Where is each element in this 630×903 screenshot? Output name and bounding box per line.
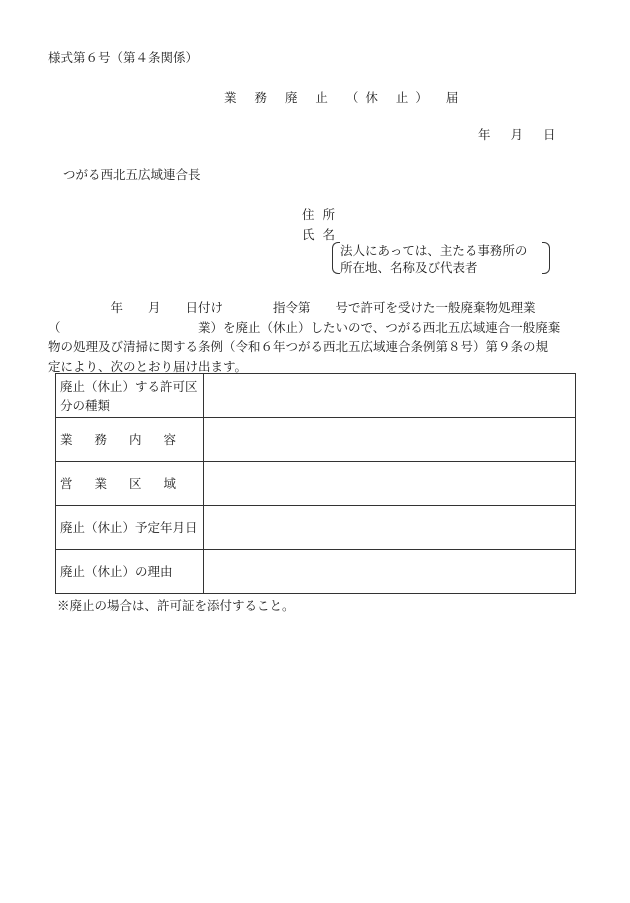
name-label: 氏名: [302, 227, 344, 242]
table-row: [56, 374, 576, 418]
body-line: 物の処理及び清掃に関する条例（令和６年つがる西北五広域連合条例第８号）第９条の規: [48, 339, 549, 354]
row-label-business-content: 業務内容: [56, 418, 204, 462]
row-label-reason: 廃止（休止）の理由: [56, 550, 204, 594]
row-value-license-category[interactable]: [204, 374, 576, 418]
row-value-reason[interactable]: [204, 550, 576, 594]
row-value-business-content[interactable]: [204, 418, 576, 462]
corporate-note: [332, 239, 550, 275]
corporate-note-line2: 所在地、名称及び代表者: [340, 260, 478, 275]
body-line: 年 月 日付け 指令第 号で許可を受けた一般廃棄物処理業: [48, 300, 536, 315]
body-line: （ 業）を廃止（休止）したいので、つがる西北五広域連合一般廃棄: [48, 319, 561, 335]
left-bracket: [332, 242, 340, 274]
row-label-license-category: 廃止（休止）する許可区分の種類: [56, 374, 204, 418]
document-title: 業 務 廃 止 （休 止） 届: [224, 90, 466, 105]
notification-table: [55, 373, 576, 594]
addressee: つがる西北五広域連合長: [63, 167, 201, 182]
body-line: 定により、次のとおり届け出ます。: [48, 358, 248, 374]
row-value-scheduled-date[interactable]: [204, 506, 576, 550]
row-value-business-area[interactable]: [204, 462, 576, 506]
table-row: [56, 418, 576, 462]
address-label: 住所: [302, 207, 344, 222]
date-line: 年 月 日: [478, 127, 557, 142]
table-row: [56, 550, 576, 594]
footnote: ※廃止の場合は、許可証を添付すること。: [57, 598, 295, 613]
corporate-note-line1: 法人にあっては、主たる事務所の: [340, 243, 528, 258]
table-row: [56, 462, 576, 506]
table-row: [56, 506, 576, 550]
form-number: 様式第６号（第４条関係）: [48, 50, 199, 65]
body-paragraph: [48, 298, 588, 376]
right-bracket: [542, 242, 550, 274]
row-label-scheduled-date: 廃止（休止）予定年月日: [56, 506, 204, 550]
row-label-business-area: 営業区域: [56, 462, 204, 506]
